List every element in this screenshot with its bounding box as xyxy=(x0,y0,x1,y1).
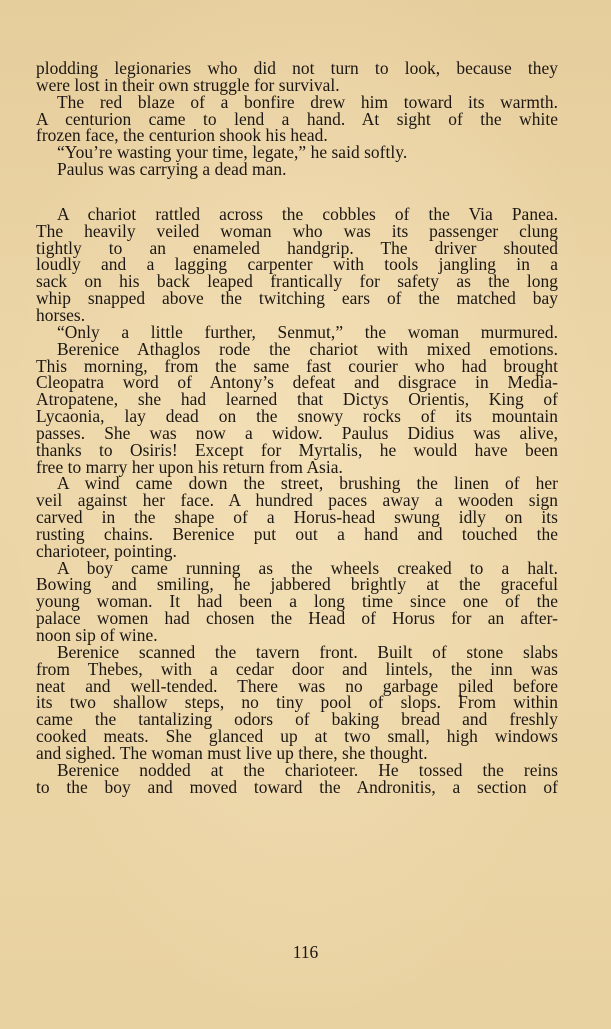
text-line: Lycaonia, lay dead on the snowy rocks of its mountain xyxy=(36,406,558,427)
body-text xyxy=(36,60,558,795)
text-line: charioteer, pointing. xyxy=(36,540,177,561)
text-line: from Thebes, with a cedar door and lintels, the inn was xyxy=(36,658,558,679)
text-line: Bowing and smiling, he jabbered brightly at the graceful xyxy=(36,574,558,595)
text-line: “Only a little further, Senmut,” the woman murmured. xyxy=(57,321,558,342)
text-line: Berenice scanned the tavern front. Built of stone slabs xyxy=(57,641,558,662)
text-line: frozen face, the centurion shook his head. xyxy=(36,125,328,146)
text-line: loudly and a lagging carpenter with tools jangling in a xyxy=(36,254,558,275)
text-line: and sighed. The woman must live up there, she thought. xyxy=(36,742,428,763)
text-line: plodding legionaries who did not turn to look, because they xyxy=(36,58,558,78)
text-line: rusting chains. Berenice put out a hand and touched the xyxy=(36,523,558,544)
text-line: horses. xyxy=(36,304,86,325)
text-line: thanks to Osiris! Except for Myrtalis, he would have been xyxy=(36,439,558,460)
text-line: Atropatene, she had learned that Dictys Orientis, King of xyxy=(36,389,558,410)
text-line: neat and well-tended. There was no garbage piled before xyxy=(36,675,558,696)
text-line: A centurion came to lend a hand. At sight of the white xyxy=(36,108,558,129)
text-line: tightly to an enameled handgrip. The driver shouted xyxy=(36,237,558,258)
text-line: to the boy and moved toward the Andronitis, a section of xyxy=(36,776,558,797)
text-line: “You’re wasting your time, legate,” he said softly. xyxy=(57,142,408,163)
page-number: 116 xyxy=(292,942,319,962)
text-line: veil against her face. A hundred paces away a wooden sign xyxy=(36,490,558,511)
text-line: noon sip of wine. xyxy=(36,625,158,645)
text-line: A boy came running as the wheels creaked to a halt. xyxy=(57,557,558,578)
text-line: The red blaze of a bonfire drew him toward its warmth. xyxy=(57,91,558,112)
text-line: whip snapped above the twitching ears of the matched bay xyxy=(36,288,558,309)
text-line: were lost in their own struggle for survival. xyxy=(36,74,340,95)
text-line: free to marry her upon his return from Asia. xyxy=(36,456,343,477)
text-line: This morning, from the same fast courier who had brought xyxy=(36,355,558,376)
text-line: young woman. It had been a long time since one of the xyxy=(36,591,558,612)
text-line: Berenice nodded at the charioteer. He tossed the reins xyxy=(57,759,558,780)
text-line: A wind came down the street, brushing the linen of her xyxy=(57,473,558,494)
text-line: cooked meats. She glanced up at two small, high windows xyxy=(36,726,558,747)
text-line: Cleopatra word of Antony’s defeat and disgrace in Media- xyxy=(36,372,558,393)
text-line: carved in the shape of a Horus-head swung idly on its xyxy=(36,507,558,528)
text-line: A chariot rattled across the cobbles of the Via Panea. xyxy=(57,203,558,224)
text-line: Berenice Athaglos rode the chariot with mixed emotions. xyxy=(57,338,558,359)
text-line: palace women had chosen the Head of Horus for an after- xyxy=(36,608,558,629)
text-line: sack on his back leaped frantically for safety as the long xyxy=(36,271,558,292)
section-break xyxy=(36,178,558,206)
text-line: Paulus was carrying a dead man. xyxy=(57,159,287,180)
text-line: came the tantalizing odors of baking bread and freshly xyxy=(36,709,558,730)
text-line: passes. She was now a widow. Paulus Didius was alive, xyxy=(36,422,558,443)
text-line: The heavily veiled woman who was its passenger clung xyxy=(36,220,558,241)
text-line: its two shallow steps, no tiny pool of slops. From within xyxy=(36,692,558,713)
